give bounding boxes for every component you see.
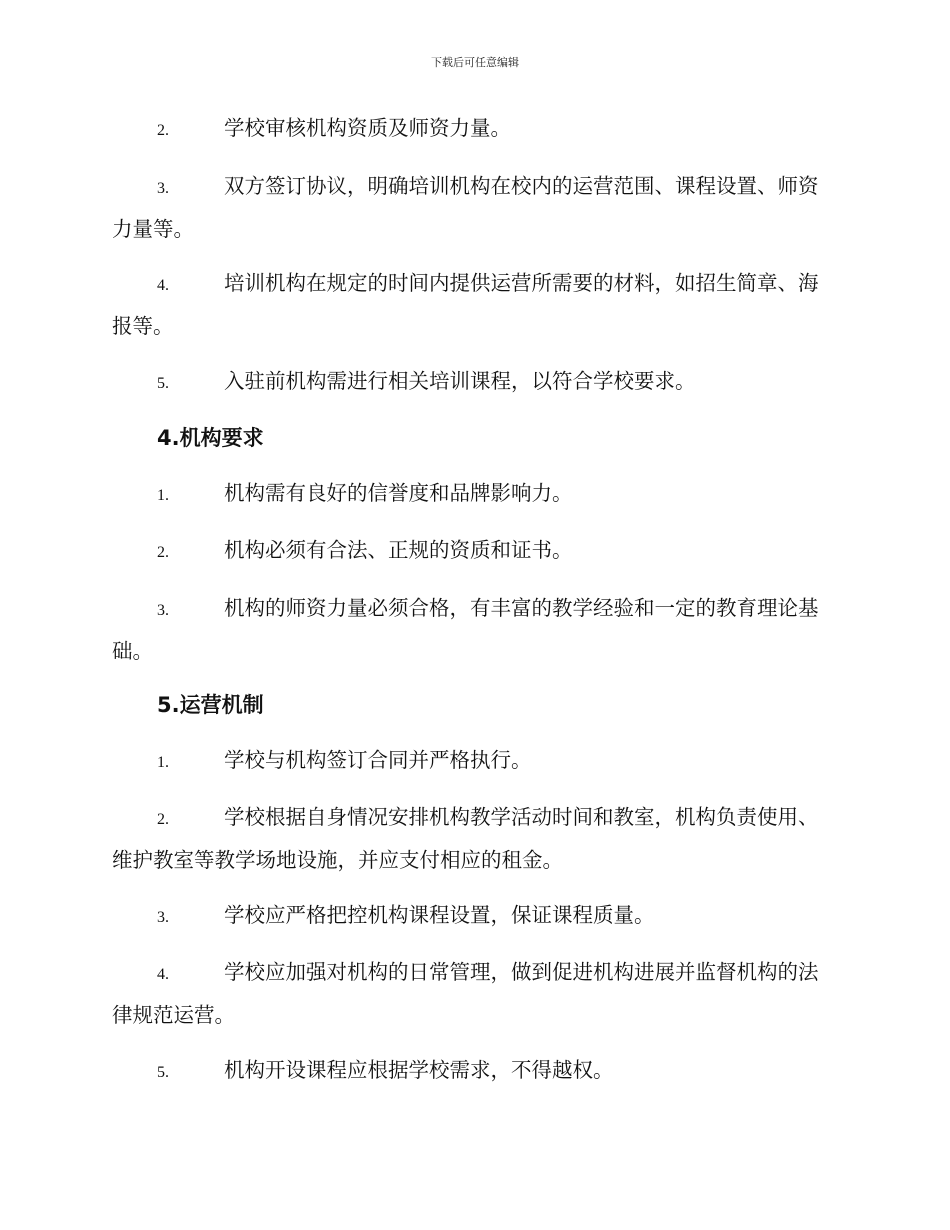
item-number: 2. xyxy=(157,122,169,139)
item-text: 学校与机构签订合同并严格执行。 xyxy=(224,747,532,772)
section-heading: 4.机构要求 xyxy=(157,426,264,450)
item-number: 3. xyxy=(157,601,169,619)
list-item xyxy=(112,1050,834,1093)
list-item xyxy=(112,952,834,1035)
item-text: 双方签订协议，明确培训机构在校内的运营范围、课程设置、师资力量等。 xyxy=(112,173,819,241)
list-item xyxy=(112,473,834,516)
item-number: 1. xyxy=(157,753,169,771)
item-number: 2. xyxy=(157,544,169,561)
item-text: 机构开设课程应根据学校需求，不得越权。 xyxy=(224,1057,614,1082)
section-heading: 5.运营机制 xyxy=(157,693,264,717)
list-item xyxy=(112,108,834,151)
item-text: 机构的师资力量必须合格，有丰富的教学经验和一定的教育理论基础。 xyxy=(112,595,819,663)
page-header: 下载后可任意编辑 xyxy=(431,56,519,69)
item-text: 学校审核机构资质及师资力量。 xyxy=(224,116,511,140)
list-item xyxy=(112,895,834,938)
item-text: 机构需有良好的信誉度和品牌影响力。 xyxy=(224,480,573,505)
item-number: 5. xyxy=(157,1063,169,1081)
item-number: 1. xyxy=(157,486,169,504)
item-text: 学校应加强对机构的日常管理，做到促进机构进展并监督机构的法律规范运营。 xyxy=(112,960,819,1027)
item-number: 4. xyxy=(157,277,169,294)
item-text: 入驻前机构需进行相关培训课程，以符合学校要求。 xyxy=(224,368,696,393)
item-text: 培训机构在规定的时间内提供运营所需要的材料，如招生简章、海报等。 xyxy=(112,271,819,338)
item-number: 2. xyxy=(157,811,169,828)
list-item xyxy=(112,588,834,671)
list-item xyxy=(112,740,834,783)
item-number: 3. xyxy=(157,179,169,197)
list-item xyxy=(112,361,834,404)
list-item xyxy=(112,263,834,346)
list-item xyxy=(112,797,834,880)
item-text: 学校根据自身情况安排机构教学活动时间和教室，机构负责使用、维护教室等教学场地设施，并应支付相应的租金。 xyxy=(112,805,819,872)
item-text: 学校应严格把控机构课程设置，保证课程质量。 xyxy=(224,902,655,927)
item-text: 机构必须有合法、正规的资质和证书。 xyxy=(224,538,573,562)
item-number: 4. xyxy=(157,966,169,983)
item-number: 3. xyxy=(157,908,169,926)
list-item xyxy=(112,530,834,573)
list-item xyxy=(112,166,834,249)
document-body xyxy=(112,108,834,1107)
item-number: 5. xyxy=(157,374,169,392)
